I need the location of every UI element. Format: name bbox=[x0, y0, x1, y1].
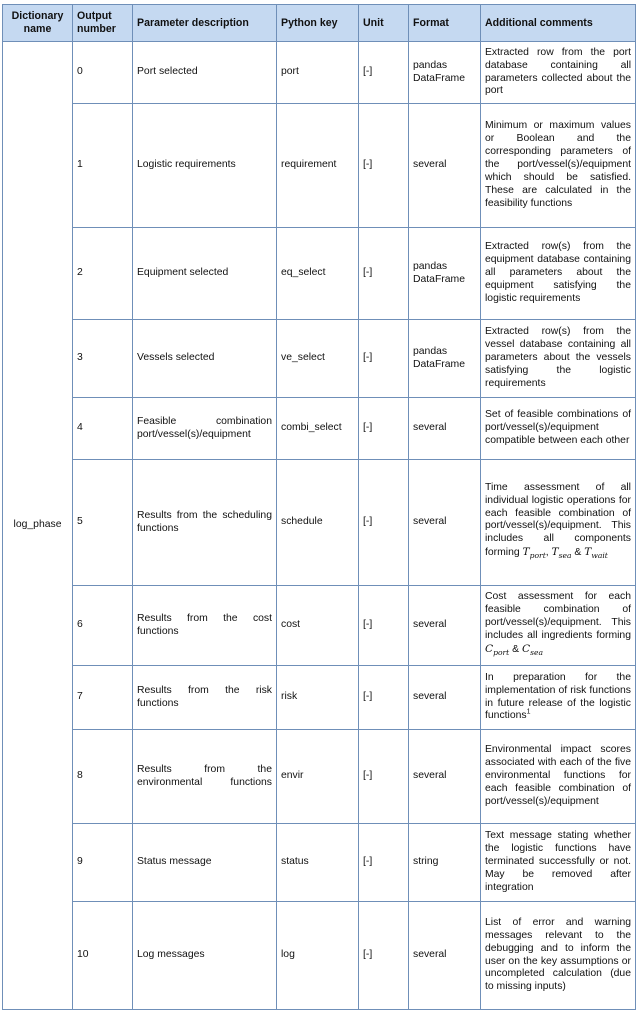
python-key: requirement bbox=[277, 104, 359, 228]
parameter-description: Port selected bbox=[133, 42, 277, 104]
unit: [-] bbox=[359, 902, 409, 1010]
python-key: cost bbox=[277, 586, 359, 666]
output-number: 2 bbox=[73, 228, 133, 320]
python-key: combi_select bbox=[277, 398, 359, 460]
python-key: envir bbox=[277, 730, 359, 824]
cost-sea-symbol: $C_{sea}$ bbox=[521, 642, 543, 657]
additional-comment: Extracted row(s) from the equipment database containing all parameters about the equipment satisfying the logistic requirements bbox=[481, 228, 636, 320]
unit: [-] bbox=[359, 460, 409, 586]
table-row bbox=[3, 730, 636, 824]
unit: [-] bbox=[359, 824, 409, 902]
comment-text: Time assessment of all individual logistic operations for each feasible combination of port/vessel(s)/equipment. This includes all components forming bbox=[485, 481, 631, 559]
parameter-description: Status message bbox=[133, 824, 277, 902]
header-python-key: Python key bbox=[277, 5, 359, 42]
parameter-description: Logistic requirements bbox=[133, 104, 277, 228]
parameter-description: Results from the risk functions bbox=[133, 666, 277, 730]
table-row bbox=[3, 902, 636, 1010]
output-number: 9 bbox=[73, 824, 133, 902]
format: several bbox=[409, 586, 481, 666]
parameter-description: Feasible combination port/vessel(s)/equipment bbox=[133, 398, 277, 460]
output-number: 8 bbox=[73, 730, 133, 824]
format: pandas DataFrame bbox=[409, 320, 481, 398]
time-sea-symbol: $T_{sea}$ bbox=[551, 546, 572, 561]
python-key: schedule bbox=[277, 460, 359, 586]
table-row bbox=[3, 42, 636, 104]
format: several bbox=[409, 666, 481, 730]
table-row bbox=[3, 320, 636, 398]
additional-comment: List of error and warning messages relevant to the debugging and to inform the user on the key assumptions or uncompleted calculation (due to missing inputs) bbox=[481, 902, 636, 1010]
table-row bbox=[3, 586, 636, 666]
table-row bbox=[3, 460, 636, 586]
unit: [-] bbox=[359, 104, 409, 228]
format: several bbox=[409, 104, 481, 228]
additional-comment: Environmental impact scores associated with each of the five environmental functions for each feasible combination of port/vessel(s)/equipment bbox=[481, 730, 636, 824]
output-number: 0 bbox=[73, 42, 133, 104]
additional-comment: Cost assessment for each feasible combination of port/vessel(s)/equipment. This includes all ingredients forming $C_{port}$ & $C_{sea}$ bbox=[481, 586, 636, 666]
header-dictionary-name: Dictionary name bbox=[3, 5, 73, 42]
unit: [-] bbox=[359, 586, 409, 666]
parameter-description: Equipment selected bbox=[133, 228, 277, 320]
parameter-description: Results from the environmental functions bbox=[133, 730, 277, 824]
additional-comment: Extracted row from the port database containing all parameters collected about the port bbox=[481, 42, 636, 104]
python-key: risk bbox=[277, 666, 359, 730]
header-additional-comments: Additional comments bbox=[481, 5, 636, 42]
python-key: ve_select bbox=[277, 320, 359, 398]
additional-comment: Extracted row(s) from the vessel database containing all parameters about the vessels satisfying the logistic requirements bbox=[481, 320, 636, 398]
additional-comment: Text message stating whether the logistic functions have terminated successfully or not. May be removed after integration bbox=[481, 824, 636, 902]
unit: [-] bbox=[359, 398, 409, 460]
unit: [-] bbox=[359, 666, 409, 730]
additional-comment bbox=[481, 666, 636, 730]
format: pandas DataFrame bbox=[409, 228, 481, 320]
unit: [-] bbox=[359, 42, 409, 104]
parameter-description: Results from the cost functions bbox=[133, 586, 277, 666]
python-key: eq_select bbox=[277, 228, 359, 320]
output-number: 3 bbox=[73, 320, 133, 398]
table-row bbox=[3, 228, 636, 320]
output-number: 7 bbox=[73, 666, 133, 730]
additional-comment: Minimum or maximum values or Boolean and the corresponding parameters of the port/vessel(s)/equipment which should be satisfied. These are calculated in the feasibility functions bbox=[481, 104, 636, 228]
output-number: 5 bbox=[73, 460, 133, 586]
output-number: 1 bbox=[73, 104, 133, 228]
comment-text: In preparation for the implementation of risk functions in future release of the logistic functions bbox=[485, 671, 631, 722]
time-port-symbol: $T_{port}$ bbox=[522, 546, 546, 561]
footnote-marker: 1 bbox=[526, 708, 531, 716]
header-row bbox=[3, 5, 636, 42]
format: several bbox=[409, 460, 481, 586]
python-key: log bbox=[277, 902, 359, 1010]
output-number: 4 bbox=[73, 398, 133, 460]
unit: [-] bbox=[359, 228, 409, 320]
time-wait-symbol: $T_{wait}$ bbox=[584, 546, 608, 561]
format: string bbox=[409, 824, 481, 902]
python-key: status bbox=[277, 824, 359, 902]
python-key: port bbox=[277, 42, 359, 104]
log-phase-table bbox=[2, 4, 636, 1010]
comment-text: Cost assessment for each feasible combination of port/vessel(s)/equipment. This includes all ingredients forming bbox=[485, 591, 631, 641]
output-number: 10 bbox=[73, 902, 133, 1010]
output-number: 6 bbox=[73, 586, 133, 666]
additional-comment: Set of feasible combinations of port/vessel(s)/equipment compatible between each other bbox=[481, 398, 636, 460]
unit: [-] bbox=[359, 320, 409, 398]
parameter-description: Results from the scheduling functions bbox=[133, 460, 277, 586]
header-parameter-description: Parameter description bbox=[133, 5, 277, 42]
format: several bbox=[409, 398, 481, 460]
additional-comment: Time assessment of all individual logistic operations for each feasible combination of port/vessel(s)/equipment. This includes all components forming $T_{port}$, $T_{sea}$ & $T_{wait}$ bbox=[481, 460, 636, 586]
table-row bbox=[3, 824, 636, 902]
header-output-number: Output number bbox=[73, 5, 133, 42]
unit: [-] bbox=[359, 730, 409, 824]
header-unit: Unit bbox=[359, 5, 409, 42]
header-format: Format bbox=[409, 5, 481, 42]
format: several bbox=[409, 902, 481, 1010]
format: several bbox=[409, 730, 481, 824]
dictionary-name-cell: log_phase bbox=[3, 42, 73, 1010]
table-row bbox=[3, 104, 636, 228]
table-row bbox=[3, 398, 636, 460]
format: pandas DataFrame bbox=[409, 42, 481, 104]
parameter-description: Vessels selected bbox=[133, 320, 277, 398]
cost-port-symbol: $C_{port}$ bbox=[485, 642, 510, 657]
parameter-description: Log messages bbox=[133, 902, 277, 1010]
table-row bbox=[3, 666, 636, 730]
